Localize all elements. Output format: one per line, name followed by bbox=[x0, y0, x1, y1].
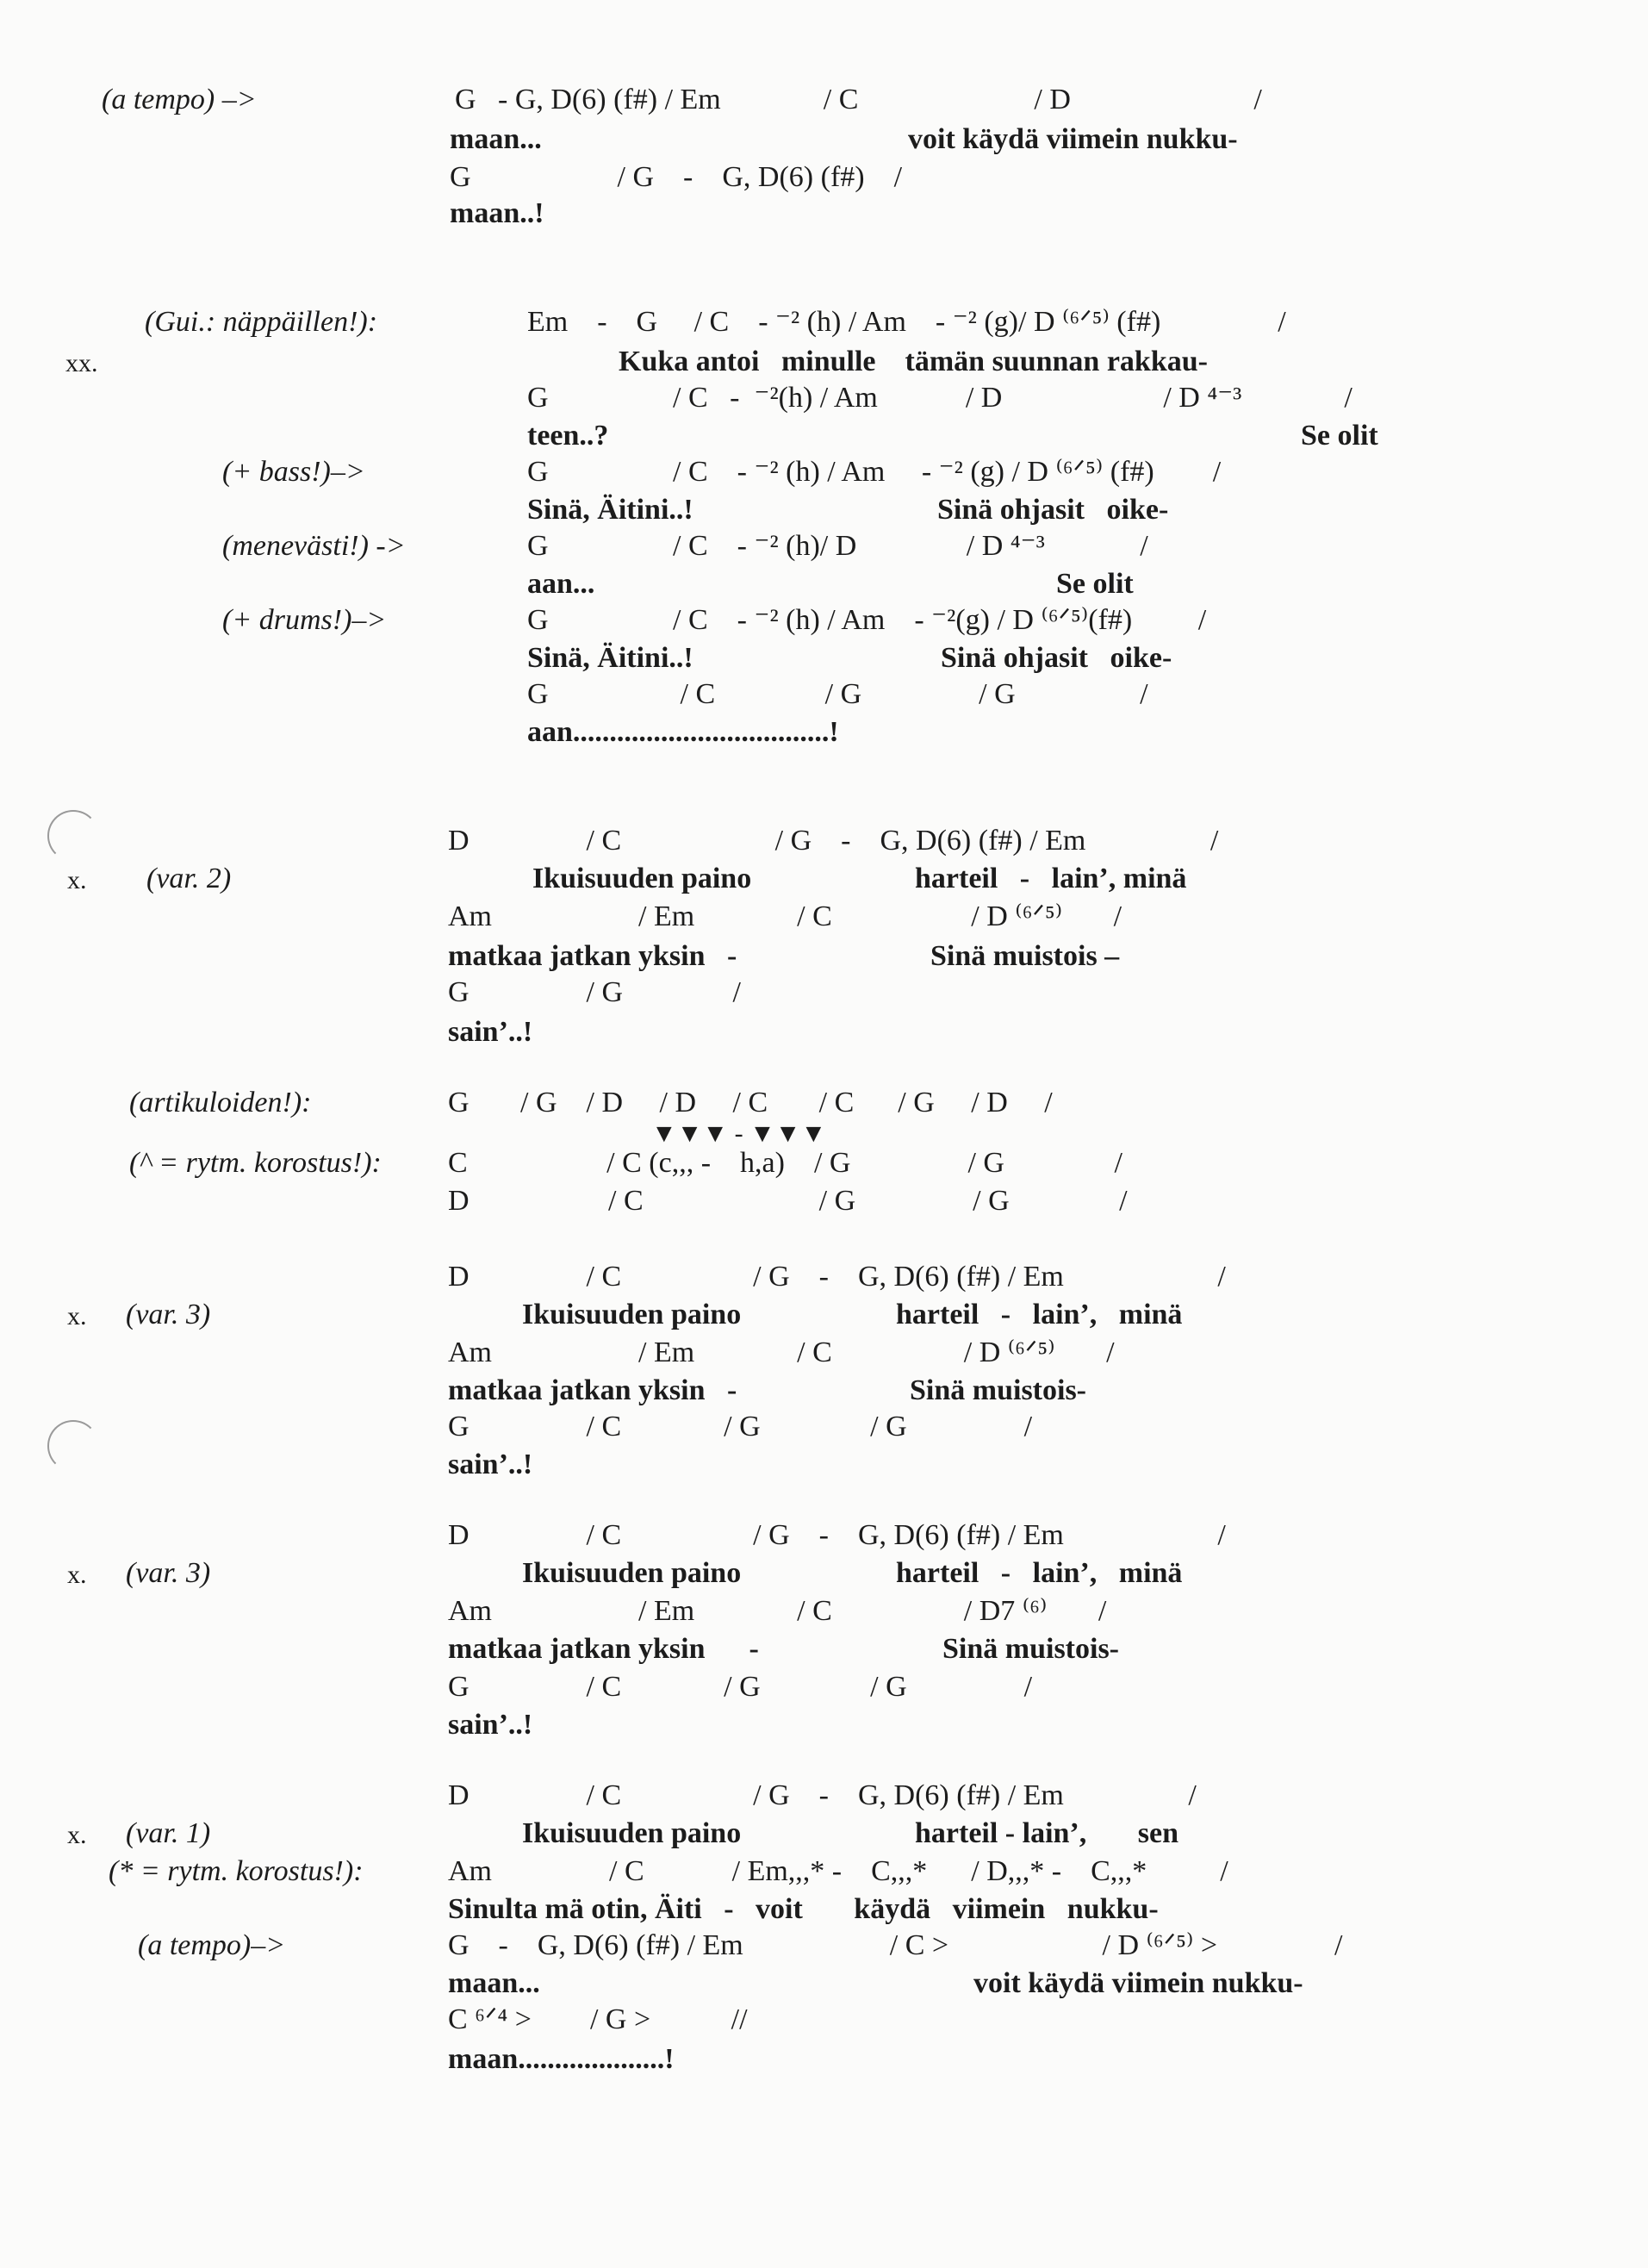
chord-line: G - G, D(6) (f#) / Em / C > / D ⁽⁶ᐟ⁵⁾ > / bbox=[448, 1929, 1343, 1961]
lyric-line: Ikuisuuden paino bbox=[522, 1557, 742, 1589]
lyric-line: teen..? bbox=[527, 420, 609, 452]
annotation: (Gui.: näppäillen!): bbox=[145, 306, 378, 338]
accent-marks: ▼▼▼ - ▼▼▼ bbox=[651, 1119, 827, 1148]
lyric-line: harteil - lain’, minä bbox=[896, 1299, 1183, 1330]
chord-line: Am / Em / C / D7 ⁽⁶⁾ / bbox=[448, 1595, 1107, 1627]
lyric-line: aan... bbox=[527, 568, 595, 600]
lyric-line: sain’..! bbox=[448, 1449, 533, 1480]
annotation: (^ = rytm. korostus!): bbox=[129, 1147, 382, 1179]
chord-line: Am / Em / C / D ⁽⁶ᐟ⁵⁾ / bbox=[448, 900, 1123, 932]
lyric-line: maan..! bbox=[450, 197, 544, 229]
lyric-line: Sinulta mä otin, Äiti - voit käydä viimein nukku- bbox=[448, 1893, 1159, 1925]
lyric-line: Ikuisuuden paino bbox=[522, 1817, 742, 1849]
chord-line: G / G - G, D(6) (f#) / bbox=[450, 161, 903, 193]
chord-line: Em - G / C - ⁻² (h) / Am - ⁻² (g)/ D ⁽⁶ᐟ⁵⁾ (f#) / bbox=[527, 306, 1286, 338]
annotation: (var. 2) bbox=[146, 863, 232, 894]
chord-line: G / C / G / G / bbox=[448, 1671, 1033, 1703]
lyric-line: Sinä, Äitini..! bbox=[527, 642, 693, 674]
chord-line: D / C / G / G / bbox=[448, 1185, 1128, 1217]
chord-line: D / C / G - G, D(6) (f#) / Em / bbox=[448, 1519, 1226, 1551]
lyric-line: maan... bbox=[450, 123, 542, 155]
chord-line: C / C (c,,, - h,a) / G / G / bbox=[448, 1147, 1123, 1179]
chord-line: Am / C / Em,,,* - C,,,* / D,,,* - C,,,* / bbox=[448, 1855, 1228, 1887]
chord-line: D / C / G - G, D(6) (f#) / Em / bbox=[448, 825, 1219, 857]
lyric-line: harteil - lain’, minä bbox=[896, 1557, 1183, 1589]
lyric-line: Se olit bbox=[1056, 568, 1134, 600]
lyric-line: aan...................................! bbox=[527, 716, 839, 748]
lyric-line: Kuka antoi minulle tämän suunnan rakkau- bbox=[619, 346, 1208, 377]
lyric-line: matkaa jatkan yksin - bbox=[448, 1374, 737, 1406]
chord-line: G / C / G / G / bbox=[448, 1411, 1033, 1442]
chord-line: G / C - ⁻²(h) / Am / D / D ⁴⁻³ / bbox=[527, 382, 1353, 414]
lyric-line: Sinä ohjasit oike- bbox=[941, 642, 1172, 674]
section-mark: x. bbox=[67, 866, 87, 894]
annotation: (a tempo)–> bbox=[138, 1929, 286, 1961]
chord-line: G / C - ⁻² (h) / Am - ⁻² (g) / D ⁽⁶ᐟ⁵⁾ (f#) / bbox=[527, 456, 1222, 488]
section-mark: x. bbox=[67, 1302, 87, 1330]
lyric-line: Sinä, Äitini..! bbox=[527, 494, 693, 526]
annotation: (a tempo) –> bbox=[102, 84, 257, 115]
lyric-line: maan... bbox=[448, 1967, 540, 1999]
annotation: (var. 1) bbox=[126, 1817, 211, 1849]
annotation: (var. 3) bbox=[126, 1557, 211, 1589]
annotation: (menevästi!) -> bbox=[222, 530, 406, 562]
lyric-line: voit käydä viimein nukku- bbox=[908, 123, 1238, 155]
lyric-line: harteil - lain’, minä bbox=[915, 863, 1187, 894]
lyric-line: Ikuisuuden paino bbox=[532, 863, 752, 894]
chord-line: G / C - ⁻² (h)/ D / D ⁴⁻³ / bbox=[527, 530, 1148, 562]
annotation: (artikuloiden!): bbox=[129, 1087, 312, 1118]
chord-line: Am / Em / C / D ⁽⁶ᐟ⁵⁾ / bbox=[448, 1336, 1115, 1368]
chord-line: D / C / G - G, D(6) (f#) / Em / bbox=[448, 1779, 1197, 1811]
chord-line: G / C - ⁻² (h) / Am - ⁻²(g) / D ⁽⁶ᐟ⁵⁾(f#) / bbox=[527, 604, 1207, 636]
lyric-line: Sinä muistois- bbox=[910, 1374, 1086, 1406]
chord-line: G / G / D / D / C / C / G / D / bbox=[448, 1087, 1053, 1118]
punch-hole-icon bbox=[47, 1420, 99, 1472]
annotation: (+ bass!)–> bbox=[222, 456, 365, 488]
lyric-line: sain’..! bbox=[448, 1709, 533, 1741]
lyric-line: Sinä muistois – bbox=[930, 940, 1120, 972]
chord-line: D / C / G - G, D(6) (f#) / Em / bbox=[448, 1261, 1226, 1293]
chord-line: G / C / G / G / bbox=[527, 678, 1148, 710]
chord-line: C ⁶ᐟ⁴ > / G > // bbox=[448, 2003, 748, 2035]
lyric-line: Ikuisuuden paino bbox=[522, 1299, 742, 1330]
lyric-line: Sinä ohjasit oike- bbox=[937, 494, 1169, 526]
chord-line: G / G / bbox=[448, 976, 741, 1008]
punch-hole-icon bbox=[47, 810, 99, 862]
lyric-line: Sinä muistois- bbox=[942, 1633, 1119, 1665]
lyric-line: sain’..! bbox=[448, 1016, 533, 1048]
lyric-line: matkaa jatkan yksin - bbox=[448, 940, 737, 972]
annotation: (var. 3) bbox=[126, 1299, 211, 1330]
section-mark: x. bbox=[67, 1821, 87, 1849]
lyric-line: Se olit bbox=[1301, 420, 1378, 452]
lyric-line: matkaa jatkan yksin - bbox=[448, 1633, 759, 1665]
annotation: (* = rytm. korostus!): bbox=[109, 1855, 364, 1887]
lyric-line: maan....................! bbox=[448, 2043, 675, 2075]
annotation: (+ drums!)–> bbox=[222, 604, 387, 636]
lyric-line: voit käydä viimein nukku- bbox=[973, 1967, 1303, 1999]
chord-line: G - G, D(6) (f#) / Em / C / D / bbox=[455, 84, 1262, 115]
section-mark: xx. bbox=[65, 349, 98, 377]
lyric-line: harteil - lain’, sen bbox=[915, 1817, 1178, 1849]
section-mark: x. bbox=[67, 1561, 87, 1589]
